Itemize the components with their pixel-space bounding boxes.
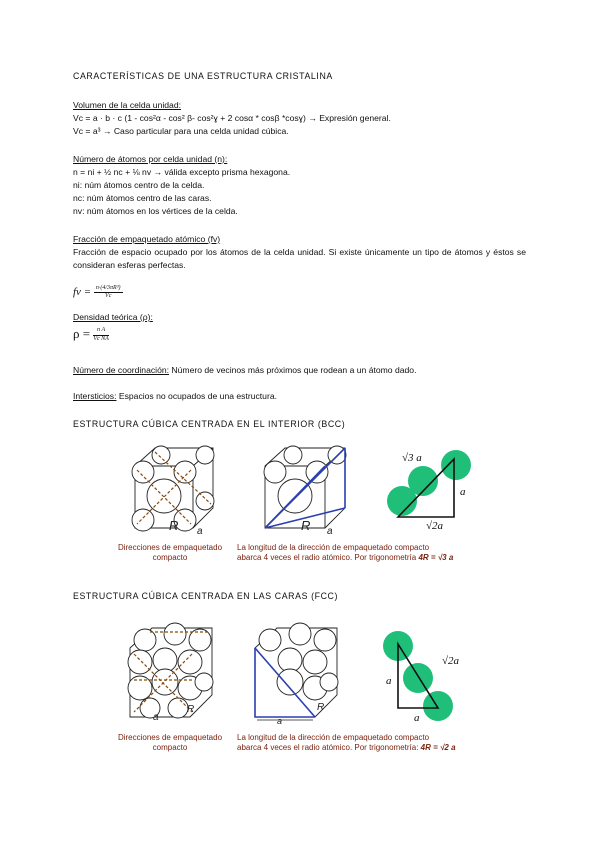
fcc-diagonal-figure xyxy=(245,620,345,725)
fcc-side-label: a xyxy=(386,675,392,687)
fcc-caption-right-1: La longitud de la dirección de empaquetado compacto xyxy=(237,733,430,742)
fcc-diag-label: √2a xyxy=(442,655,460,667)
atoms-heading: Número de átomos por celda unidad (n): xyxy=(73,154,228,164)
bcc-triangle-figure xyxy=(380,443,480,533)
bcc-base-label: √2a xyxy=(426,520,444,532)
density-heading: Densidad teórica (ρ): xyxy=(73,312,153,322)
bcc-diag-label: √3 a xyxy=(402,452,422,464)
volume-line-2: Vc = a³ → Caso particular para una celda unidad cúbica. xyxy=(73,126,289,136)
bcc-diagonal-figure xyxy=(255,438,355,538)
atoms-line-2: ni: núm átomos centro de la celda. xyxy=(73,180,205,190)
bcc-R-label: R xyxy=(169,518,179,533)
bcc-caption-right-1: La longitud de la dirección de empaquetado compacto xyxy=(237,543,430,552)
interstices-text: Espacios no ocupados de una estructura. xyxy=(116,391,277,401)
packing-formula-den: Vc xyxy=(105,292,112,299)
bcc-a-label: a xyxy=(197,526,203,537)
coordination-text: Número de vecinos más próximos que rodean a un átomo dado. xyxy=(169,365,417,375)
packing-heading: Fracción de empaquetado atómico (fv) xyxy=(73,234,221,244)
bcc-cube-figure xyxy=(125,438,220,538)
interstices-line xyxy=(73,390,277,403)
packing-text: Fracción de espacio ocupado por los átomos de la celda unidad. Si existe únicamente un tipo de átomos y éstos se consideran esferas perfectas. xyxy=(73,247,526,271)
bcc-caption-eq: 4R = √3 a xyxy=(418,553,454,562)
bcc-diag-R-label: R xyxy=(301,518,311,533)
fcc-R-label: R xyxy=(187,704,195,715)
bcc-heading: ESTRUCTURA CÚBICA CENTRADA EN EL INTERIOR (BCC) xyxy=(73,419,346,429)
fcc-a-label: a xyxy=(153,712,159,723)
fcc-heading: ESTRUCTURA CÚBICA CENTRADA EN LAS CARAS (FCC) xyxy=(73,591,339,601)
fcc-diag-R-label: R xyxy=(317,702,325,713)
bcc-caption-right-2: abarca 4 veces el radio atómico. Por trigonometría xyxy=(237,553,417,562)
density-formula-fraction xyxy=(93,327,109,342)
fcc-base-label: a xyxy=(414,712,420,723)
atoms-line-3: nc: núm átomos centro de las caras. xyxy=(73,193,212,203)
page-title: CARACTERÍSTICAS DE UNA ESTRUCTURA CRISTALINA xyxy=(73,71,333,81)
interstices-heading: Intersticios: xyxy=(73,391,117,401)
fcc-caption-right-2: abarca 4 veces el radio atómico. Por trigonometría: xyxy=(237,743,419,752)
packing-formula-num: n·(4/3πR³) xyxy=(94,285,123,293)
coordination-heading: Número de coordinación: xyxy=(73,365,170,375)
coordination-line xyxy=(73,364,416,377)
fcc-triangle-figure xyxy=(380,628,470,723)
fcc-caption-right xyxy=(237,743,456,753)
fcc-cube-figure xyxy=(120,620,220,725)
density-formula xyxy=(73,324,109,344)
packing-formula-lhs: fv = xyxy=(73,286,92,298)
bcc-caption-right xyxy=(237,553,453,563)
density-formula-num: n A xyxy=(93,327,109,335)
density-formula-lhs: ρ = xyxy=(73,326,91,341)
fcc-caption-eq: 4R = √2 a xyxy=(420,743,456,752)
density-formula-den: Vc NA xyxy=(93,335,109,342)
fcc-caption-left: Direcciones de empaquetado compacto xyxy=(117,733,223,752)
atoms-line-4: nv: núm átomos en los vértices de la celda. xyxy=(73,206,238,216)
bcc-side-label: a xyxy=(460,486,466,498)
packing-formula xyxy=(73,284,123,301)
bcc-diag-a-label: a xyxy=(327,526,333,537)
volume-line-1: Vc = a · b · c (1 - cos²α - cos² β- cos²ɣ + 2 cosα * cosβ *cosɣ) → Expresión general. xyxy=(73,113,391,123)
atoms-line-1: n = ni + ½ nc + ⅛ nv → válida excepto prisma hexagona. xyxy=(73,167,291,177)
bcc-caption-left: Direcciones de empaquetado compacto xyxy=(117,543,223,562)
fcc-diag-a-label: a xyxy=(277,716,283,725)
volume-heading: Volumen de la celda unidad: xyxy=(73,100,181,110)
packing-formula-fraction xyxy=(94,285,123,300)
